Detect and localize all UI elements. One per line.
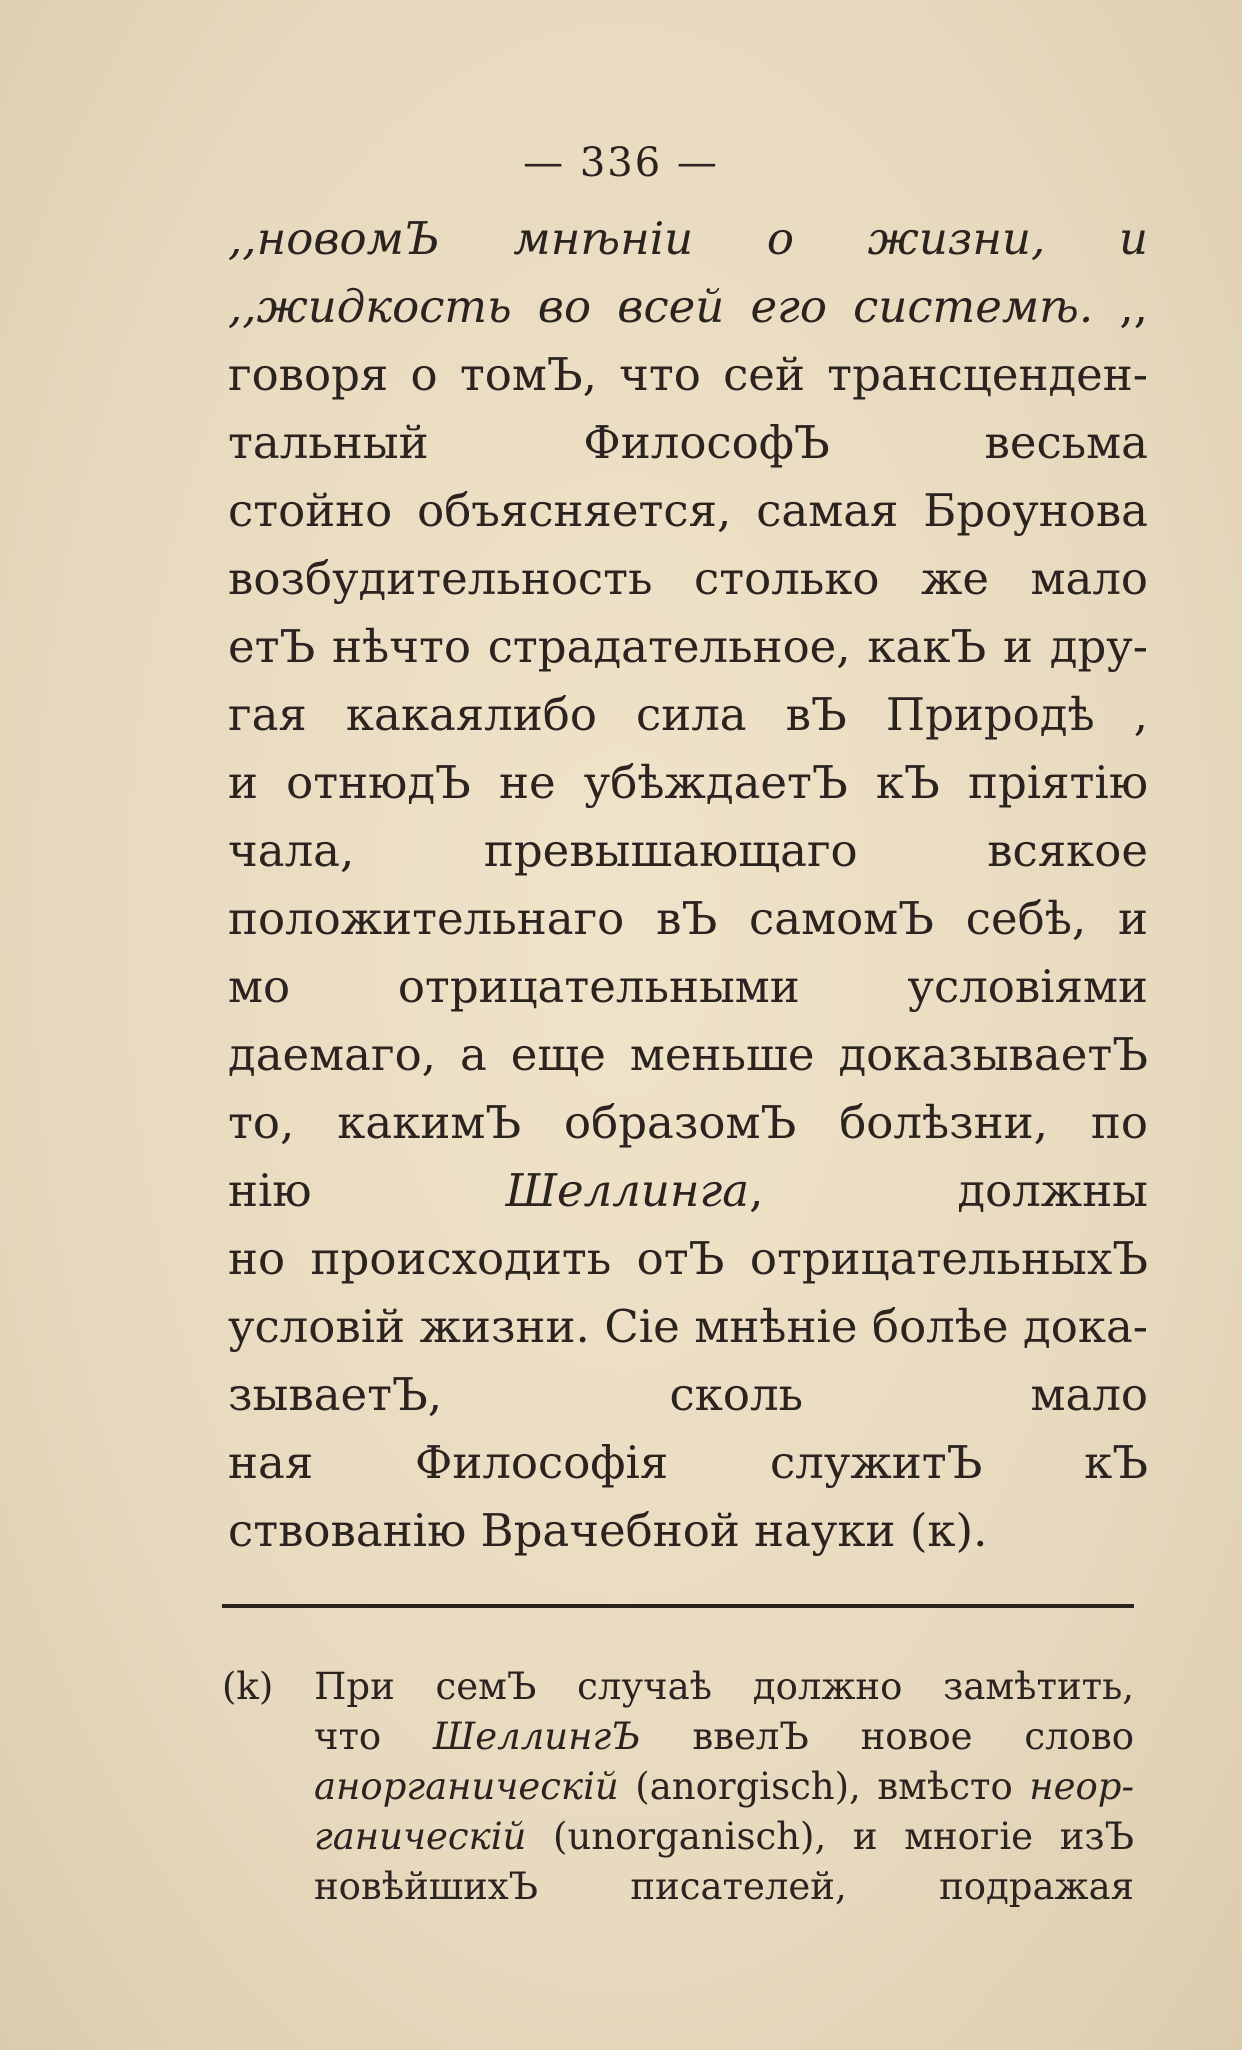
text-segment: гая какаялибо сила вЪ Природѣ ,	[228, 688, 1148, 741]
text-line	[228, 205, 1148, 273]
footnote-line	[222, 1862, 1134, 1912]
text-segment: (k) При семЪ случаѣ должно замѣтить,	[222, 1665, 1134, 1708]
text-line	[228, 1361, 1148, 1429]
italic-text: ,,новомЪ мнѣніи о жизни, и	[228, 212, 1148, 265]
text-segment: етЪ нѣчто страдательное, какЪ и дру-	[228, 620, 1148, 673]
italic-text: Шеллинга	[505, 1164, 750, 1217]
footnote-line	[222, 1812, 1134, 1862]
text-line	[228, 1497, 1148, 1565]
text-line	[228, 409, 1148, 477]
text-line	[228, 885, 1148, 953]
body-text	[228, 205, 1148, 1565]
italic-text: ганическій	[314, 1815, 527, 1858]
text-segment: (unorganisch), и многіе изЪ	[526, 1815, 1134, 1858]
text-line	[228, 1021, 1148, 1089]
text-segment: стойно объясняется, самая Броунова	[228, 484, 1148, 537]
text-segment: ,,	[1119, 280, 1148, 333]
text-line	[228, 273, 1148, 341]
italic-text: ,,жидкость во всей его системѣ.	[228, 280, 1094, 333]
text-segment: то, какимЪ образомЪ болѣзни, по	[228, 1096, 1148, 1149]
text-segment: тальный ФилософЪ весьма	[228, 416, 1148, 469]
text-segment: говоря о томЪ, что сей трансценден-	[228, 348, 1148, 401]
text-line	[228, 1089, 1148, 1157]
text-segment: условій жизни. Сіе мнѣніе болѣе дока-	[228, 1300, 1148, 1353]
footnote-line	[222, 1662, 1134, 1712]
page-number: — 336 —	[523, 140, 719, 186]
text-segment: зываетЪ, сколь мало	[228, 1368, 1148, 1421]
italic-text: ШеллингЪ	[433, 1715, 641, 1758]
text-line	[228, 749, 1148, 817]
text-line	[228, 613, 1148, 681]
text-segment: (anorgisch), вмѣсто	[618, 1765, 1030, 1808]
text-line	[228, 817, 1148, 885]
text-segment: но происходить отЪ отрицательныхЪ	[228, 1232, 1148, 1285]
text-line	[228, 477, 1148, 545]
text-line	[228, 545, 1148, 613]
text-segment: что	[314, 1715, 434, 1758]
text-segment: и отнюдЪ не убѣждаетЪ кЪ пріятію	[228, 756, 1148, 809]
text-segment: положительнаго вЪ самомЪ себѣ, и	[228, 892, 1148, 945]
footnote-divider	[222, 1604, 1134, 1608]
text-segment: чала, превышающаго всякое	[228, 824, 1148, 877]
text-segment: мо отрицательными условіями	[228, 960, 1148, 1013]
text-line	[228, 1157, 1148, 1225]
italic-text: анорганическій	[314, 1765, 619, 1808]
text-line	[228, 1429, 1148, 1497]
text-segment: новѣйшихЪ писателей, подражая	[314, 1865, 1134, 1908]
footnote-line	[222, 1712, 1134, 1762]
text-segment: ная Философія служитЪ кЪ	[228, 1436, 1148, 1489]
text-segment: возбудительность столько же мало	[228, 552, 1148, 605]
text-segment: нію	[228, 1164, 506, 1217]
text-segment: ввелЪ новое слово	[640, 1715, 1134, 1758]
footnote-line	[222, 1762, 1134, 1812]
footnote	[222, 1662, 1134, 1912]
text-line	[228, 1225, 1148, 1293]
text-line	[228, 953, 1148, 1021]
text-segment: ствованію Врачебной науки (к).	[228, 1504, 988, 1557]
text-segment: , должны	[749, 1164, 1148, 1217]
text-line	[228, 1293, 1148, 1361]
text-segment: даемаго, а еще меньше доказываетЪ	[228, 1028, 1148, 1081]
text-line	[228, 341, 1148, 409]
text-line	[228, 681, 1148, 749]
italic-text: неор-	[1029, 1765, 1134, 1808]
